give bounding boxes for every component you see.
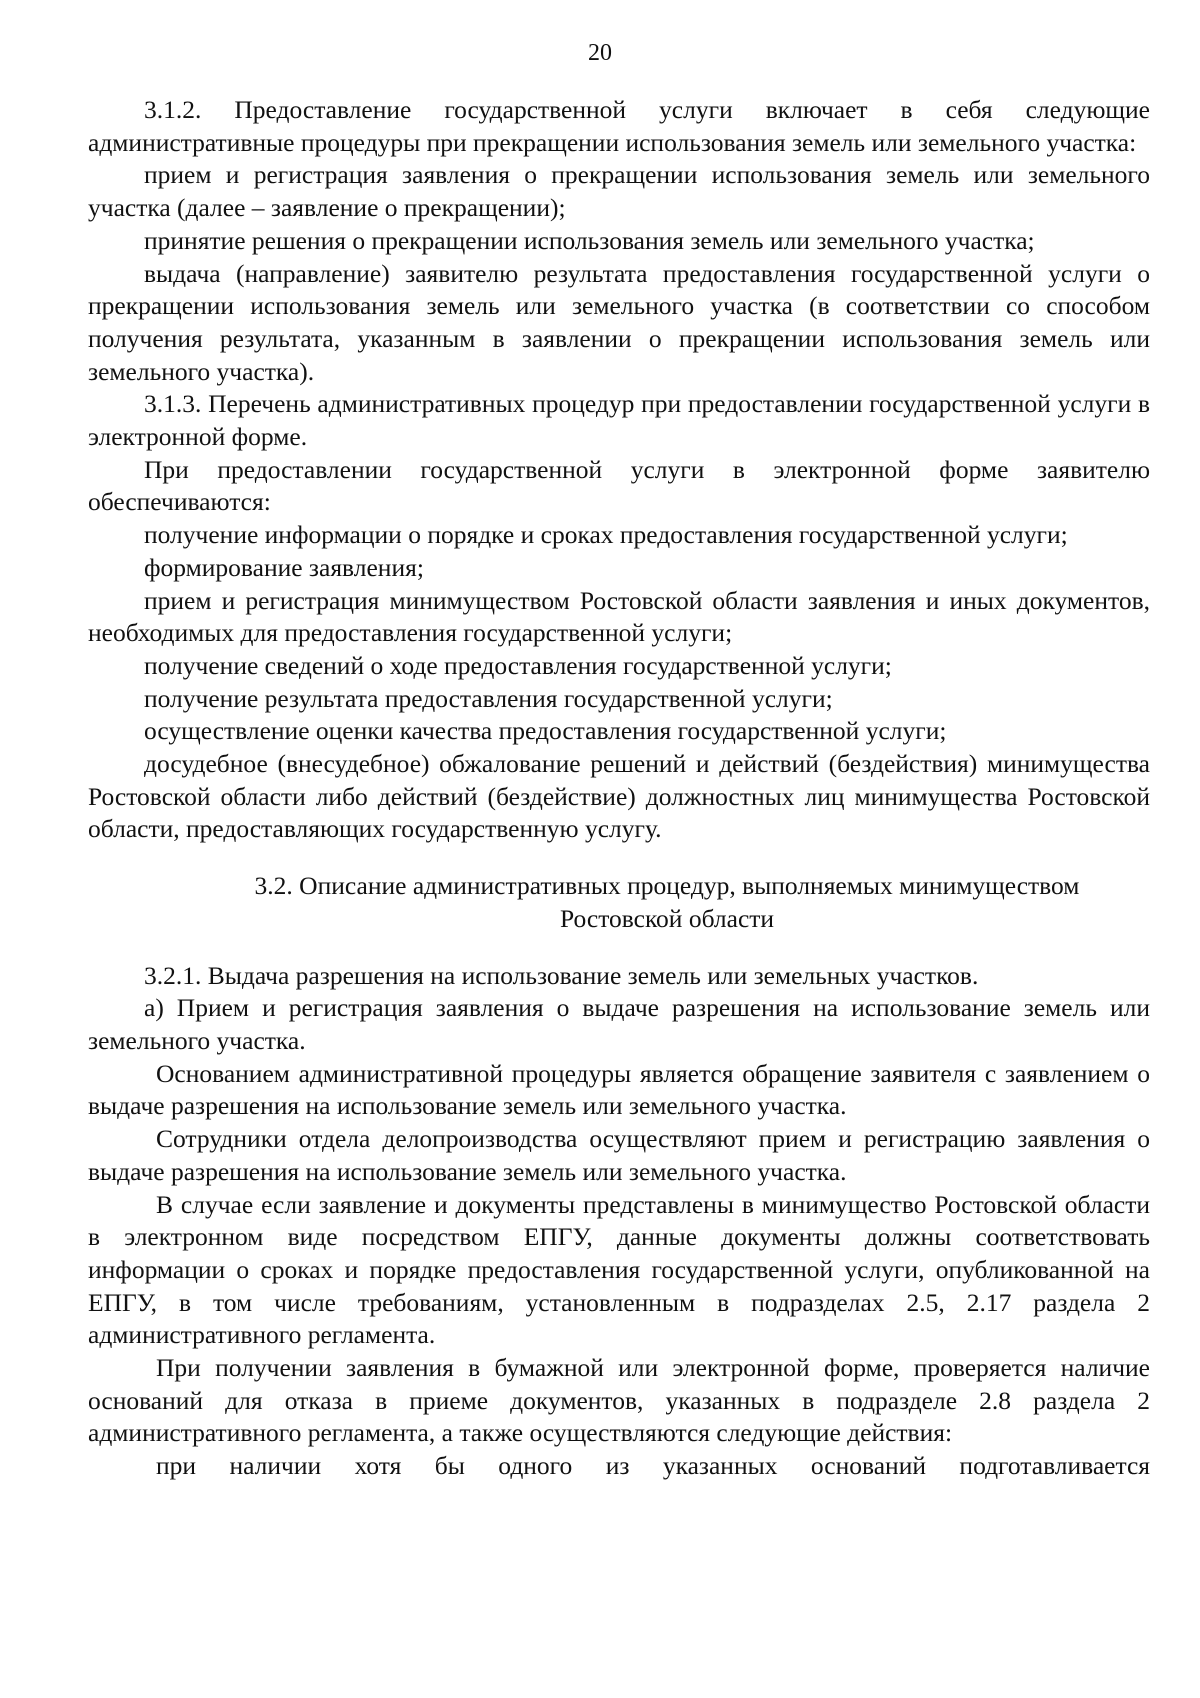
document-body	[88, 94, 1150, 1483]
paragraph: получение результата предоставления государственной услуги;	[144, 683, 833, 713]
paragraph: получение сведений о ходе предоставления государственной услуги;	[144, 650, 892, 680]
paragraph: Сотрудники отдела делопроизводства осуществляют прием и регистрацию заявления о выдаче разрешения на использование земель или земельного участка.	[88, 1124, 1150, 1186]
paragraph: получение информации о порядке и сроках предоставления государственной услуги;	[144, 520, 1068, 550]
paragraph-3-2-1: 3.2.1. Выдача разрешения на использование земель или земельных участков.	[144, 960, 979, 990]
paragraph: При получении заявления в бумажной или электронной форме, проверяется наличие оснований для отказа в приеме документов, указанных в подразделе 2.8 раздела 2 административного регламента, а также осуществляются следующие действия:	[88, 1353, 1150, 1448]
paragraph: формирование заявления;	[144, 552, 424, 582]
section-heading-3-2: 3.2. Описание административных процедур, выполняемых минимуществом Ростовской области	[254, 871, 1080, 933]
paragraph-a: а) Прием и регистрация заявления о выдаче разрешения на использование земель или земельного участка.	[88, 993, 1150, 1055]
paragraph: При предоставлении государственной услуги в электронной форме заявителю обеспечиваются:	[88, 454, 1150, 517]
paragraph: принятие решения о прекращении использования земель или земельного участка;	[144, 225, 1035, 255]
paragraph: прием и регистрация заявления о прекращении использования земель или земельного участка (далее – заявление о прекращении);	[88, 160, 1150, 223]
page-number: 20	[588, 40, 612, 66]
paragraph: В случае если заявление и документы представлены в минимущество Ростовской области в электронном виде посредством ЕПГУ, данные документы должны соответствовать информации о сроках и порядке предоставления государственной услуги, опубликованной на ЕПГУ, в том числе требованиям, установленным в подразделах 2.5, 2.17 раздела 2 административного регламента.	[88, 1189, 1150, 1350]
paragraph-3-1-3: 3.1.3. Перечень административных процедур при предоставлении государственной услуги в электронной форме.	[88, 389, 1150, 452]
paragraph-3-1-2: 3.1.2. Предоставление государственной услуги включает в себя следующие административные процедуры при прекращении использования земель или земельного участка:	[88, 95, 1150, 157]
paragraph: Основанием административной процедуры является обращение заявителя с заявлением о выдаче разрешения на использование земель или земельного участка.	[88, 1058, 1150, 1121]
paragraph: осуществление оценки качества предоставления государственной услуги;	[144, 716, 947, 746]
paragraph-last: при наличии хотя бы одного из указанных оснований подготавливается	[156, 1451, 1150, 1481]
paragraph: прием и регистрация минимуществом Ростовской области заявления и иных документов, необходимых для предоставления государственной услуги;	[88, 585, 1150, 648]
paragraph: выдача (направление) заявителю результата предоставления государственной услуги о прекращении использования земель или земельного участка (в соответствии со способом получения результата, указанным в заявлении о прекращении использования земель или земельного участка).	[88, 258, 1150, 386]
paragraph: досудебное (внесудебное) обжалование решений и действий (бездействия) минимущества Ростовской области либо действий (бездействие) должностных лиц минимущества Ростовской области, предоставляющих государственную услугу.	[88, 749, 1150, 844]
